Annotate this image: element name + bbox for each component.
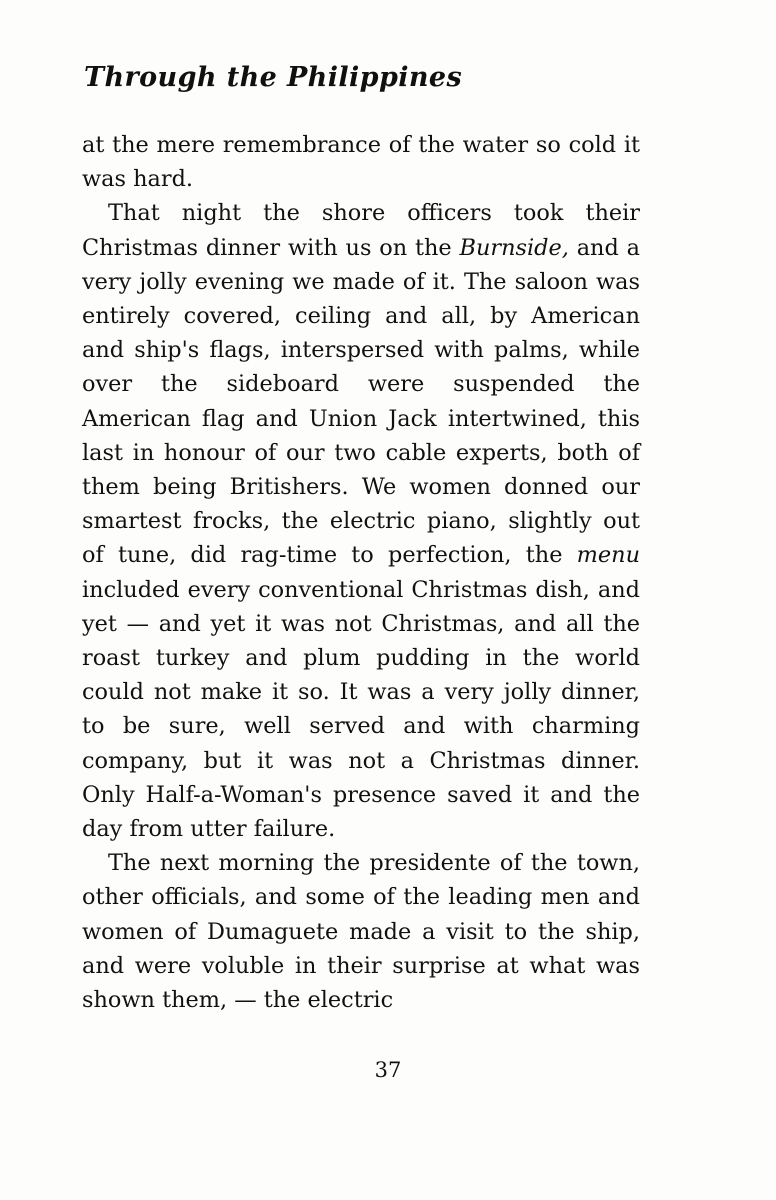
text-run: That night the shore officers took their Christmas dinner with us on the <box>82 200 640 261</box>
text-run: included every conventional Christmas dish, and yet — and yet it was not Christmas, and all the roast turkey and plum pudding in the world could not make it so. It was a very jolly dinner, to be sure, well served and with charming company, but it was not a Christmas dinner. Only Half-a-Woman's presence saved it and the day from utter failure. <box>82 576 640 843</box>
page-number: 37 <box>374 1058 402 1082</box>
body-paragraph <box>82 128 640 196</box>
italic-run: Burnside, <box>459 234 569 261</box>
text-run: and a very jolly evening we made of it. The saloon was entirely covered, ceiling and all, by American and ship's flags, interspersed with palms, while over the sideboard were suspended the American flag and Union Jack intertwined, this last in honour of our two cable experts, both of them being Britishers. We women donned our smartest frocks, the electric piano, slightly out of tune, did rag-time to perfection, the <box>82 234 640 569</box>
page-body <box>82 128 640 1017</box>
body-paragraph <box>82 196 640 846</box>
text-run: at the mere remembrance of the water so cold it was hard. <box>82 132 640 193</box>
body-paragraph <box>82 846 640 1017</box>
italic-run: menu <box>576 542 640 569</box>
text-run: The next morning the presidente of the town, other officials, and some of the leading men and women of Dumaguete made a visit to the ship, and were voluble in their surprise at what was shown them, — the electric <box>82 850 640 1014</box>
running-head: Through the Philippines <box>84 62 463 93</box>
